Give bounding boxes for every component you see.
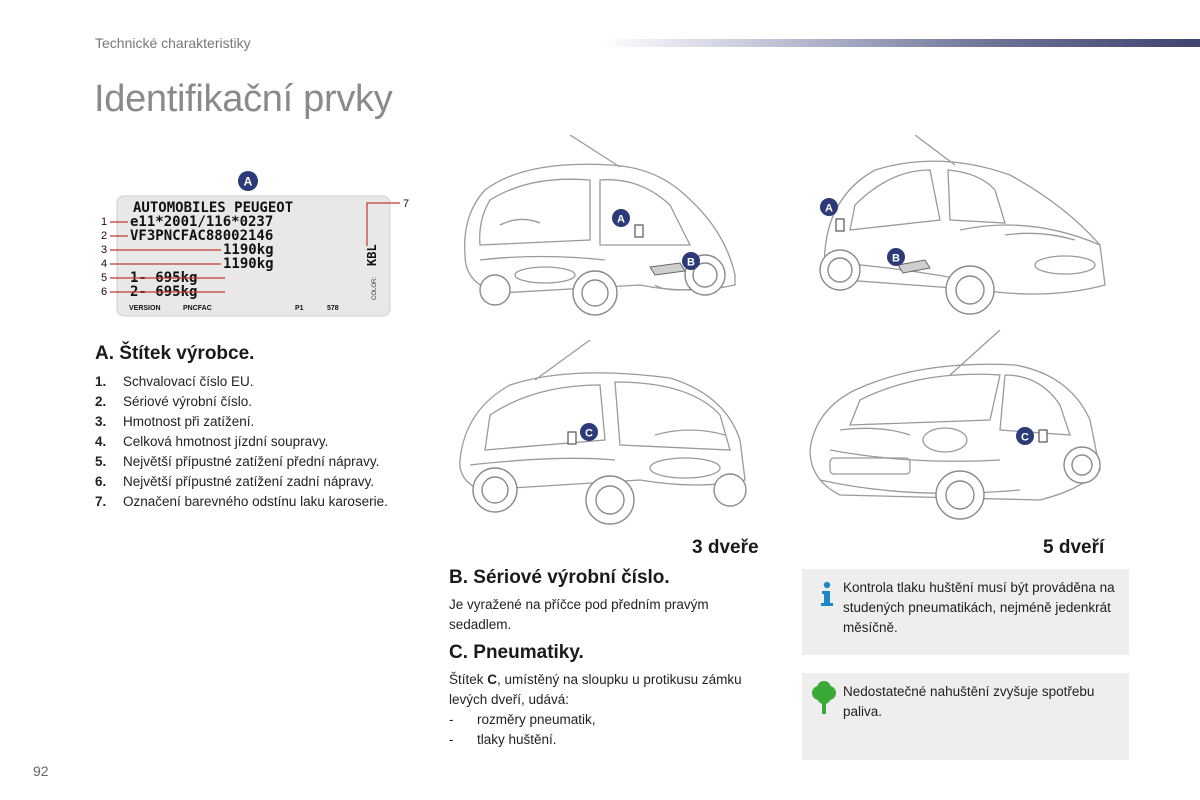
section-c-suffix: , umístěný na sloupku u protikusu zámku levých dveří, udává:	[449, 672, 742, 707]
list-item-text: Schvalovací číslo EU.	[123, 374, 254, 389]
plate-footer-version: VERSION	[129, 305, 161, 312]
section-c-prefix: Štítek	[449, 672, 488, 687]
list-item-num: 4.	[95, 434, 107, 449]
list-item	[449, 730, 769, 750]
section-c-title: C. Pneumatiky.	[449, 642, 584, 663]
car-5-door-front-view	[800, 330, 1120, 530]
plate-footer-pncfac: PNCFAC	[183, 305, 212, 312]
list-item-num: 7.	[95, 494, 107, 509]
svg-text:B: B	[892, 252, 900, 265]
section-b-title: B. Sériové výrobní číslo.	[449, 567, 670, 588]
manufacturer-label-figure	[95, 170, 420, 320]
list-item	[95, 472, 435, 492]
car-5-door-side-view	[800, 135, 1120, 320]
callout-6: 6	[101, 286, 108, 298]
list-item	[95, 452, 435, 472]
section-a-title: A. Štítek výrobce.	[95, 343, 255, 364]
list-item-text: Sériové výrobní číslo.	[123, 394, 253, 409]
plate-row-5: 1- 695kg	[130, 270, 198, 286]
svg-text:C: C	[585, 427, 593, 440]
section-b-text: Je vyražené na příčce pod předním pravým sedadlem.	[449, 597, 709, 632]
plate-row-4: 1190kg	[223, 256, 274, 272]
car-5d-side-sticker-a	[836, 219, 844, 231]
section-c-paragraph	[449, 670, 769, 710]
callout-4: 4	[101, 258, 108, 270]
badge-a-3d	[612, 209, 630, 227]
label-badge-a	[238, 171, 258, 191]
list-item-text: Největší přípustné zatížení přední nápravy.	[123, 454, 380, 469]
list-item	[95, 412, 435, 432]
list-item-num: 3.	[95, 414, 107, 429]
svg-text:B: B	[687, 256, 695, 269]
callout-5: 5	[101, 272, 108, 284]
list-item-num: 1.	[95, 374, 107, 389]
eco-note-box	[802, 673, 1129, 760]
list-item-text: Hmotnost při zatížení.	[123, 414, 255, 429]
plate-color-caption: COLOR:	[372, 276, 378, 300]
list-item-text: Označení barevného odstínu laku karoserie.	[123, 494, 388, 509]
three-door-label: 3 dveře	[692, 537, 759, 558]
info-note-box	[802, 569, 1129, 655]
car-5d-front-sticker-c	[1039, 430, 1047, 442]
car-3-door-rear-view	[440, 135, 770, 320]
badge-c-3d	[580, 423, 598, 441]
info-note-text: Kontrola tlaku huštění musí být prováděna na studených pneumatikách, nejméně jedenkrát měsíčně.	[843, 580, 1115, 635]
badge-letter: A	[243, 174, 253, 189]
plate-footer-p1: P1	[295, 305, 304, 312]
car-3-door-side-view	[440, 340, 770, 535]
callout-7: 7	[403, 198, 410, 210]
plate-row-1: e11*2001/116*0237	[130, 214, 274, 230]
list-item-num: 5.	[95, 454, 107, 469]
bullet-dash: -	[449, 712, 454, 727]
callout-3: 3	[101, 244, 108, 256]
badge-a-5d	[820, 198, 838, 216]
plate-footer-code: 578	[327, 305, 339, 312]
plate-row-6: 2- 695kg	[130, 284, 198, 300]
callout-2: 2	[101, 230, 108, 242]
section-c-body	[449, 670, 769, 750]
callout-1: 1	[101, 216, 108, 228]
list-item	[95, 492, 435, 512]
five-door-label: 5 dveří	[1043, 537, 1105, 558]
section-a-list	[95, 372, 435, 512]
plate-row-3: 1190kg	[223, 242, 274, 258]
bullet-text: tlaky huštění.	[477, 732, 557, 747]
list-item-num: 6.	[95, 474, 107, 489]
list-item	[95, 432, 435, 452]
car-3d-side-sticker-c	[568, 432, 576, 444]
badge-c-5d	[1016, 427, 1034, 445]
list-item	[95, 392, 435, 412]
bullet-dash: -	[449, 732, 454, 747]
plate-brand-line: AUTOMOBILES PEUGEOT	[133, 200, 294, 216]
car-3d-rear-sticker-a	[635, 225, 643, 237]
section-label: Technické charakteristiky	[95, 35, 251, 51]
list-item	[449, 710, 769, 730]
plate-color-code: KBL	[365, 244, 379, 266]
page-number: 92	[33, 763, 49, 779]
info-icon	[818, 581, 836, 607]
svg-text:A: A	[825, 202, 833, 215]
list-item-text: Celková hmotnost jízdní soupravy.	[123, 434, 329, 449]
section-c-bold: C	[487, 672, 498, 687]
plate-row-2: VF3PNCFAC88002146	[130, 228, 274, 244]
svg-text:A: A	[617, 213, 625, 226]
list-item-text: Největší přípustné zatížení zadní nápravy.	[123, 474, 375, 489]
tree-icon	[810, 681, 838, 715]
eco-note-text: Nedostatečné nahuštění zvyšuje spotřebu paliva.	[843, 684, 1095, 719]
bullet-text: rozměry pneumatik,	[477, 712, 596, 727]
svg-text:C: C	[1021, 431, 1029, 444]
list-item	[95, 372, 435, 392]
header-gradient-bar	[600, 39, 1200, 47]
list-item-num: 2.	[95, 394, 107, 409]
page-title: Identifikační prvky	[94, 78, 393, 120]
